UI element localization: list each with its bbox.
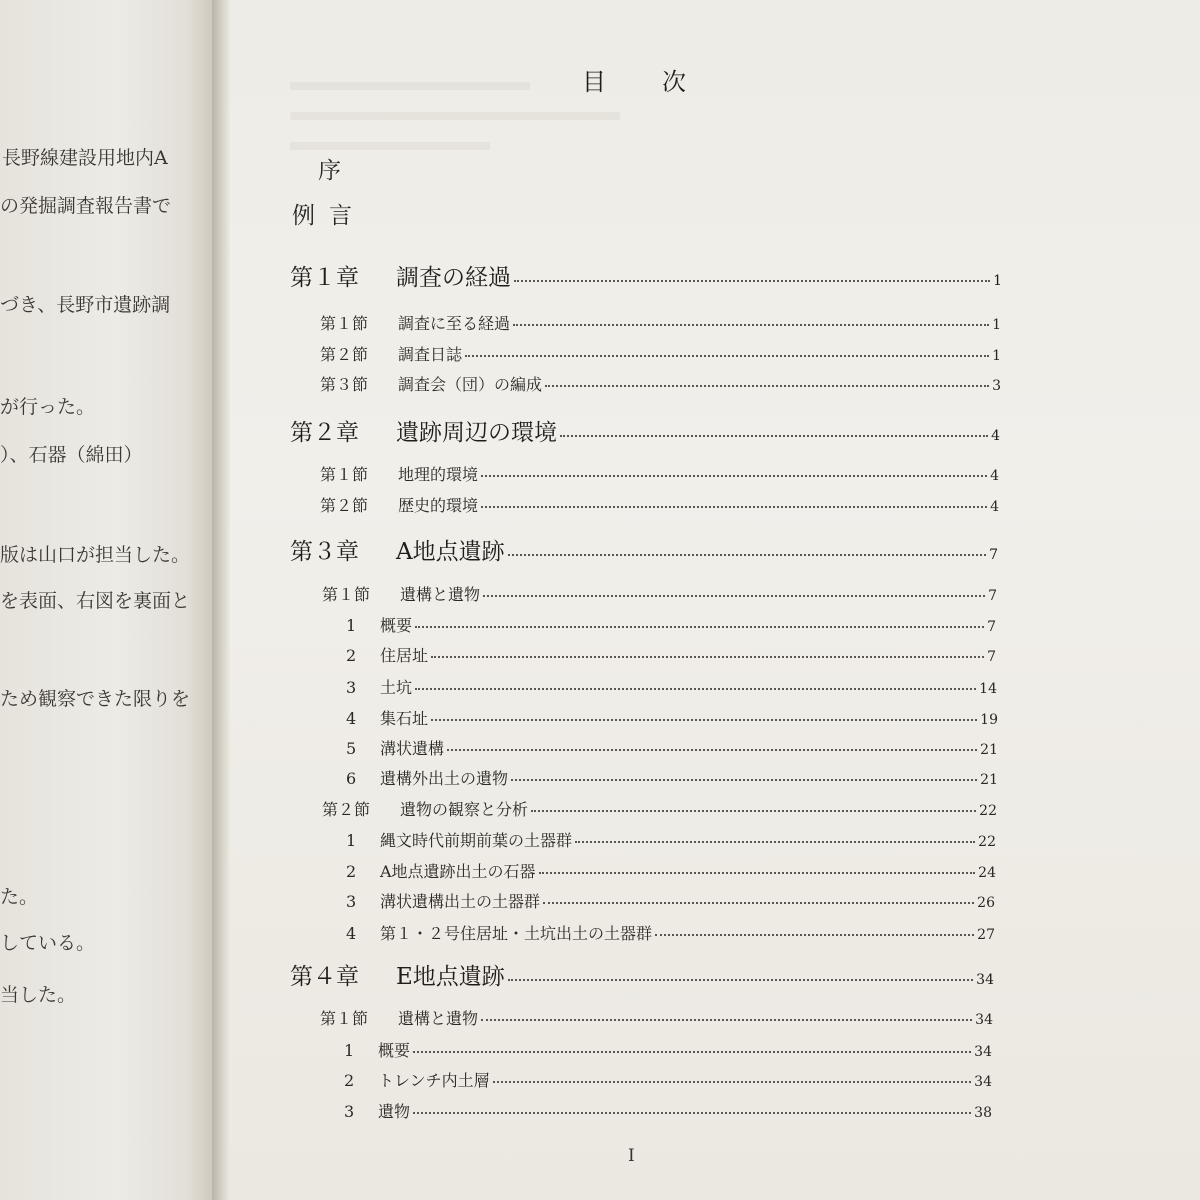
leader-dots — [481, 1019, 972, 1021]
chapter-number: 第２章 — [290, 420, 359, 446]
left-page-line: た。 — [0, 886, 39, 908]
item-title: トレンチ内土層 — [378, 1071, 490, 1090]
leader-dots — [531, 810, 976, 812]
left-page-line: ため観察できた限りを — [0, 688, 191, 710]
toc-item — [346, 613, 996, 636]
item-number: 6 — [346, 769, 357, 788]
leader-dots — [560, 435, 988, 437]
item-title: 第１・２号住居址・土坑出土の土器群 — [380, 924, 653, 943]
section-title: 遺構と遺物 — [400, 585, 481, 604]
show-through — [290, 82, 530, 90]
page-number: 21 — [980, 742, 998, 758]
item-title: 概要 — [378, 1041, 411, 1060]
item-number: 2 — [344, 1071, 355, 1090]
section-number: 第２節 — [320, 496, 369, 515]
page-number: 7 — [989, 547, 998, 563]
leader-dots — [575, 841, 975, 843]
toc-item — [346, 766, 998, 789]
leader-dots — [413, 1051, 971, 1053]
page-number: 38 — [974, 1105, 992, 1121]
leader-dots — [431, 719, 977, 721]
item-title: 遺物 — [378, 1102, 411, 1121]
page-number: 34 — [974, 1044, 992, 1060]
toc-section — [322, 797, 997, 820]
left-page-line: づき、長野市遺跡調 — [0, 294, 171, 316]
page-number: 3 — [992, 378, 1001, 394]
page-number: 4 — [990, 499, 999, 515]
item-number: 3 — [346, 678, 357, 697]
chapter-title: A地点遺跡 — [396, 539, 505, 565]
page-number: 22 — [978, 834, 996, 850]
item-title: 住居址 — [380, 646, 429, 665]
left-page-line: の発掘調査報告書で — [0, 195, 172, 217]
leader-dots — [481, 475, 987, 477]
page-number: 22 — [979, 803, 997, 819]
show-through — [290, 112, 620, 120]
leader-dots — [415, 626, 984, 628]
page-number: 24 — [978, 865, 996, 881]
toc-item — [346, 921, 995, 944]
toc-section — [322, 582, 997, 605]
page-number: 27 — [977, 927, 995, 943]
left-facing-page — [0, 0, 212, 1200]
item-number: 4 — [346, 709, 357, 728]
left-page-line: 版は山口が担当した。 — [0, 544, 191, 566]
toc-section — [320, 342, 1001, 365]
section-title: 調査に至る経過 — [398, 314, 511, 333]
section-number: 第１節 — [320, 314, 369, 333]
left-page-line: を表面、右図を裏面と — [0, 590, 191, 612]
leader-dots — [545, 385, 989, 387]
chapter-title: 調査の経過 — [396, 265, 511, 291]
section-number: 第２節 — [320, 345, 369, 364]
item-title: 溝状遺構出土の土器群 — [380, 892, 541, 911]
toc-item — [344, 1068, 992, 1091]
page-number: 14 — [979, 681, 997, 697]
item-number: 1 — [346, 616, 357, 635]
toc-item — [346, 859, 996, 882]
item-title: 遺構外出土の遺物 — [380, 769, 509, 788]
item-number: 1 — [346, 831, 357, 850]
book-gutter — [212, 0, 230, 1200]
toc-section — [320, 493, 999, 516]
left-page-line: 長野線建設用地内A — [2, 147, 168, 169]
item-number: 1 — [344, 1041, 355, 1060]
chapter-number: 第３章 — [290, 539, 359, 565]
item-title: 溝状遺構 — [380, 739, 445, 758]
item-title: 概要 — [380, 616, 413, 635]
section-number: 第３節 — [320, 375, 369, 394]
toc-item — [344, 1099, 992, 1122]
page-number: 19 — [980, 712, 998, 728]
page-folio: I — [628, 1146, 635, 1166]
item-number: 4 — [346, 924, 357, 943]
toc-item — [344, 1038, 992, 1061]
toc-item — [346, 828, 996, 851]
leader-dots — [543, 902, 974, 904]
item-number: 2 — [346, 646, 357, 665]
toc-chapter-2 — [290, 414, 1000, 447]
left-page-line: ）、石器（綿田） — [0, 444, 143, 466]
leader-dots — [415, 688, 976, 690]
page-number: 7 — [988, 588, 997, 604]
toc-section — [320, 462, 999, 485]
leader-dots — [508, 554, 986, 556]
section-title: 調査会（団）の編成 — [398, 375, 543, 394]
leader-dots — [483, 595, 985, 597]
page-number: 1 — [993, 273, 1002, 289]
chapter-number: 第４章 — [290, 964, 359, 990]
item-title: 集石址 — [380, 709, 429, 728]
leader-dots — [513, 324, 989, 326]
show-through — [290, 142, 490, 150]
section-title: 地理的環境 — [398, 465, 479, 484]
page-title: 目次 — [582, 68, 742, 96]
section-title: 調査日誌 — [398, 345, 463, 364]
page-number: 21 — [980, 772, 998, 788]
toc-notes: 例言 — [292, 203, 366, 229]
leader-dots — [655, 934, 974, 936]
toc-section — [320, 372, 1001, 395]
section-number: 第１節 — [320, 465, 369, 484]
section-title: 遺物の観察と分析 — [400, 800, 529, 819]
leader-dots — [511, 779, 977, 781]
chapter-number: 第１章 — [290, 265, 359, 291]
page-number: 34 — [974, 1074, 992, 1090]
leader-dots — [413, 1112, 971, 1114]
page-number: 26 — [977, 895, 995, 911]
chapter-title: 遺跡周辺の環境 — [396, 420, 557, 446]
section-number: 第１節 — [322, 585, 371, 604]
toc-chapter-4 — [290, 958, 994, 991]
page-number: 34 — [976, 972, 994, 988]
toc-item — [346, 889, 995, 912]
page-number: 34 — [975, 1012, 993, 1028]
leader-dots — [508, 979, 973, 981]
item-title: A地点遺跡出土の石器 — [380, 862, 536, 881]
leader-dots — [481, 506, 987, 508]
section-title: 遺構と遺物 — [398, 1009, 479, 1028]
leader-dots — [465, 355, 989, 357]
leader-dots — [431, 656, 984, 658]
section-number: 第１節 — [320, 1009, 369, 1028]
item-title: 土坑 — [380, 678, 413, 697]
toc-preface: 序 — [318, 158, 341, 184]
leader-dots — [514, 280, 990, 282]
left-page-line: している。 — [0, 932, 96, 954]
toc-chapter-3 — [290, 533, 998, 566]
leader-dots — [493, 1081, 972, 1083]
toc-chapter-1 — [290, 259, 1002, 292]
section-number: 第２節 — [322, 800, 371, 819]
page-number: 4 — [991, 428, 1000, 444]
toc-item — [346, 675, 997, 698]
left-page-line: が行った。 — [0, 396, 96, 418]
toc-section — [320, 311, 1001, 334]
page-number: 7 — [987, 619, 996, 635]
left-page-line: 当した。 — [0, 984, 77, 1006]
toc-page — [230, 0, 1200, 1200]
toc-item — [346, 706, 998, 729]
toc-item — [346, 736, 998, 759]
section-title: 歴史的環境 — [398, 496, 479, 515]
item-number: 3 — [346, 892, 357, 911]
leader-dots — [539, 872, 976, 874]
page-number: 1 — [992, 348, 1001, 364]
toc-item — [346, 643, 996, 666]
item-title: 縄文時代前期前葉の土器群 — [380, 831, 573, 850]
chapter-title: E地点遺跡 — [396, 964, 505, 990]
item-number: 2 — [346, 862, 357, 881]
page-number: 1 — [992, 317, 1001, 333]
item-number: 5 — [346, 739, 357, 758]
page-number: 7 — [987, 649, 996, 665]
leader-dots — [447, 749, 977, 751]
item-number: 3 — [344, 1102, 355, 1121]
toc-section — [320, 1006, 993, 1029]
page-number: 4 — [990, 468, 999, 484]
